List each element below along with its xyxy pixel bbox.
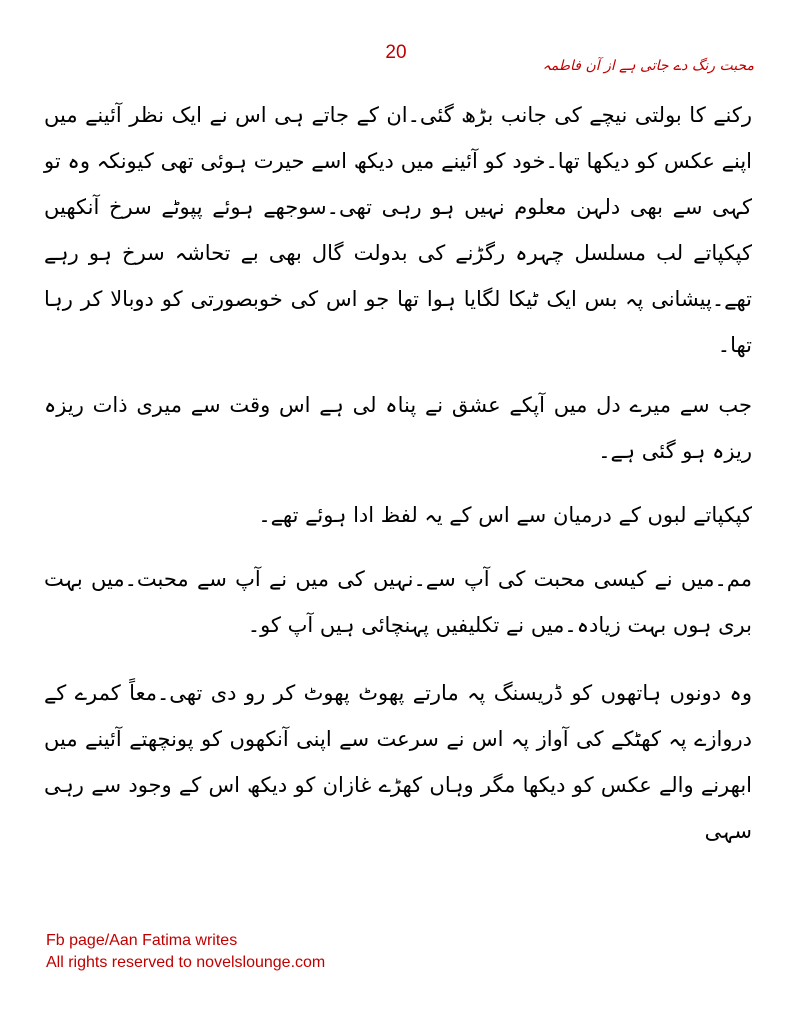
paragraph-1: رکنے کا بولتی نیچے کی جانب بڑھ گئی۔ان کے جاتے ہی اس نے ایک نظر آئینے میں اپنے عکس کو دیکھا تھا۔خود کو آئینے میں دیکھ اسے حیرت ہوئی تھی کیونکہ وہ تو کہی سے بھی دلہن معلوم نہیں ہو رہی تھی۔سوجھے ہوئے پپوٹے سرخ آنکھیں کپکپاتے لب مسلسل چہرہ رگڑنے کی بدولت گال بھی بے تحاشہ سرخ ہو رہے تھے۔پیشانی پہ بس ایک ٹیکا لگایا ہوا تھا جو اس کی خوبصورتی کو دوبالا کر رہا تھا۔: [44, 103, 752, 357]
page-number: 20: [385, 42, 407, 63]
paragraph-5: وہ دونوں ہاتھوں کو ڈریسنگ پہ مارتے پھوٹ پھوٹ کر رو دی تھی۔معاً کمرے کے دروازے پہ کھٹکے کی آواز پہ اس نے سرعت سے اپنی آنکھوں کو پونچھتے آئینے میں ابھرنے والے عکس کو دیکھا مگر وہاں کھڑے غازان کو دیکھ اس کے وجود سے رہی سہی: [44, 681, 752, 843]
running-header-title: محبت رنگ دے جاتی ہے از آن فاطمہ: [542, 58, 754, 74]
paragraph-2: جب سے میرے دل میں آپکے عشق نے پناہ لی ہے اس وقت سے میری ذات ریزہ ریزہ ہو گئی ہے۔: [44, 393, 752, 463]
story-text: [44, 92, 752, 854]
footer-credits: [46, 930, 325, 974]
footer-rights: All rights reserved to novelslounge.com: [46, 954, 326, 971]
footer-fb-page: Fb page/Aan Fatima writes: [46, 932, 238, 949]
paragraph-3: کپکپاتے لبوں کے درمیان سے اس کے یہ لفظ ادا ہوئے تھے۔: [258, 503, 752, 527]
paragraph-4: مم۔میں نے کیسی محبت کی آپ سے۔نہیں کی میں نے آپ سے محبت۔میں بہت بری ہوں بہت زیادہ۔میں نے تکلیفیں پہنچائی ہیں آپ کو۔: [44, 567, 752, 637]
